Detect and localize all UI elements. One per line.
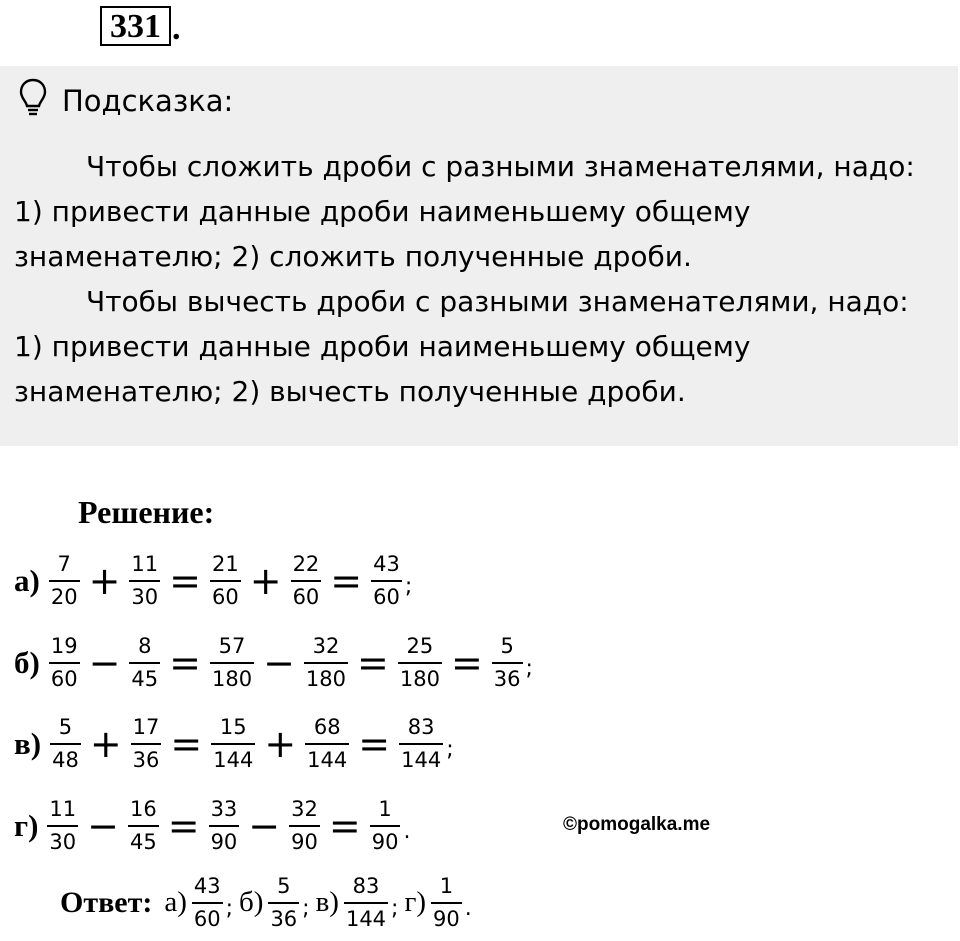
denominator: 45 (131, 667, 159, 691)
hint-text (14, 144, 944, 414)
fraction (286, 797, 323, 854)
operator: + (89, 721, 122, 766)
equation-label: а) (14, 562, 40, 598)
fraction-bar (492, 662, 523, 664)
numerator: 17 (132, 715, 160, 739)
fraction (428, 874, 465, 931)
fraction (208, 715, 258, 772)
fraction (489, 634, 526, 691)
fraction-bar (129, 662, 160, 664)
fraction-bar (211, 743, 255, 745)
numerator: 1 (439, 874, 454, 898)
numerator: 32 (312, 634, 340, 658)
fraction (46, 634, 83, 691)
operator: − (87, 803, 119, 848)
equation-row-v (14, 715, 454, 772)
fraction-bar (49, 580, 80, 582)
fraction (47, 715, 84, 772)
denominator: 180 (399, 667, 440, 691)
equation-label: б) (14, 644, 40, 680)
operator: + (249, 558, 282, 603)
denominator: 45 (129, 830, 157, 854)
lightbulb-icon (18, 78, 48, 123)
hint-line: 1) привести данные дроби наименьшему общему (14, 330, 751, 363)
numerator: 11 (49, 797, 77, 821)
fraction (46, 552, 83, 609)
task-number-dot: . (172, 10, 181, 47)
denominator: 36 (493, 667, 521, 691)
fraction-bar (49, 662, 80, 664)
operator: − (263, 640, 295, 685)
fraction (301, 634, 351, 691)
operator: = (450, 640, 483, 685)
hint-line: знаменателю; 2) вычесть полученные дроби. (14, 375, 686, 408)
numerator: 22 (292, 552, 320, 576)
denominator: 60 (50, 667, 78, 691)
fraction-bar (304, 662, 348, 664)
fraction (207, 552, 244, 609)
denominator: 180 (211, 667, 253, 691)
denominator: 144 (213, 748, 254, 772)
operator: = (358, 721, 391, 766)
task-number-box: 331 (100, 6, 171, 46)
numerator: 16 (129, 797, 157, 821)
fraction (126, 634, 163, 691)
equation-row-b (14, 634, 533, 691)
numerator: 32 (291, 797, 318, 821)
numerator: 19 (50, 634, 78, 658)
fraction (368, 552, 405, 609)
answer-parts (158, 874, 471, 931)
denominator: 60 (193, 907, 221, 931)
answer-letter: г) (404, 886, 427, 918)
operator: = (328, 803, 361, 848)
fraction-bar (209, 825, 240, 827)
fraction (44, 797, 81, 854)
numerator: 43 (373, 552, 400, 576)
fraction-bar (305, 743, 349, 745)
fraction-bar (370, 825, 401, 827)
fraction (128, 715, 165, 772)
equation-row-a (14, 552, 412, 609)
numerator: 5 (277, 874, 291, 898)
operator: = (357, 640, 389, 685)
numerator: 57 (218, 634, 246, 658)
numerator: 8 (138, 634, 152, 658)
answer-separator: ; (302, 896, 310, 921)
operator: − (88, 640, 121, 685)
denominator: 90 (433, 907, 460, 931)
operator: − (248, 803, 281, 848)
equation-end-mark: ; (404, 574, 413, 599)
fraction-bar (192, 902, 223, 904)
operator: = (330, 558, 363, 603)
denominator: 90 (291, 830, 318, 854)
hint-line: знаменателю; 2) сложить полученные дроби. (14, 240, 692, 273)
hint-line: Чтобы сложить дроби с разными знаменателями, надо: (86, 150, 915, 183)
numerator: 5 (500, 634, 514, 658)
fraction-bar (289, 825, 320, 827)
operator: = (169, 558, 201, 603)
fraction-bar (210, 662, 254, 664)
fraction (125, 797, 162, 854)
operator: = (169, 640, 201, 685)
hint-line: Чтобы вычесть дроби с разными знаменателями, надо: (86, 285, 909, 318)
fraction-bar (50, 743, 81, 745)
denominator: 30 (131, 585, 159, 609)
answer-separator: . (464, 896, 472, 921)
numerator: 83 (407, 715, 435, 739)
denominator: 48 (52, 748, 79, 772)
equation-end-mark: . (403, 819, 411, 844)
operator: = (170, 721, 203, 766)
hint-title: Подсказка: (62, 83, 234, 118)
fraction (207, 634, 257, 691)
fraction-bar (398, 662, 442, 664)
answer-separator: ; (225, 896, 234, 921)
fraction (206, 797, 243, 854)
fraction-bar (131, 743, 162, 745)
fraction (126, 552, 163, 609)
numerator: 1 (378, 797, 392, 821)
answer-row (60, 874, 472, 931)
denominator: 144 (401, 748, 442, 772)
hint-panel (0, 66, 958, 446)
numerator: 5 (58, 715, 73, 739)
denominator: 60 (211, 585, 239, 609)
fraction (367, 797, 404, 854)
fraction (396, 715, 446, 772)
answer-letter: а) (164, 886, 187, 918)
numerator: 43 (193, 874, 221, 898)
fraction (341, 874, 391, 931)
fraction-bar (47, 825, 78, 827)
answer-label: Ответ: (60, 885, 153, 919)
answer-letter: в) (315, 886, 339, 918)
numerator: 7 (57, 552, 71, 576)
numerator: 21 (211, 552, 239, 576)
fraction-bar (399, 743, 443, 745)
fraction (395, 634, 445, 691)
hint-header (18, 78, 233, 123)
equation-end-mark: ; (525, 656, 533, 681)
denominator: 60 (373, 585, 400, 609)
denominator: 36 (132, 748, 160, 772)
watermark: ©pomogalka.me (563, 814, 711, 835)
numerator: 83 (352, 874, 380, 898)
fraction-bar (371, 580, 402, 582)
operator: = (167, 803, 200, 848)
fraction-bar (344, 902, 388, 904)
fraction (302, 715, 352, 772)
numerator: 11 (131, 552, 159, 576)
equation-label: в) (14, 725, 42, 761)
fraction-bar (129, 580, 160, 582)
operator: + (88, 558, 121, 603)
denominator: 144 (307, 748, 348, 772)
denominator: 20 (50, 585, 78, 609)
equation-label: г) (14, 807, 39, 843)
denominator: 144 (345, 907, 387, 931)
denominator: 90 (371, 830, 399, 854)
denominator: 90 (210, 830, 238, 854)
fraction-bar (268, 902, 299, 904)
fraction (189, 874, 226, 931)
denominator: 60 (292, 585, 320, 609)
numerator: 33 (210, 797, 238, 821)
fraction-bar (210, 580, 241, 582)
numerator: 25 (406, 634, 434, 658)
fraction (265, 874, 302, 931)
fraction-bar (431, 902, 462, 904)
denominator: 30 (49, 830, 77, 854)
fraction-bar (291, 580, 322, 582)
answer-separator: ; (391, 896, 399, 921)
task-number (100, 6, 181, 46)
hint-line: 1) привести данные дроби наименьшему общему (14, 195, 751, 228)
fraction (288, 552, 325, 609)
answer-letter: б) (239, 886, 264, 918)
numerator: 68 (313, 715, 341, 739)
equation-end-mark: ; (446, 737, 454, 762)
numerator: 15 (219, 715, 247, 739)
denominator: 36 (270, 907, 298, 931)
fraction-bar (128, 825, 159, 827)
solution-title: Решение: (78, 494, 215, 530)
operator: + (264, 721, 297, 766)
equation-row-g (14, 797, 410, 854)
denominator: 180 (305, 667, 347, 691)
